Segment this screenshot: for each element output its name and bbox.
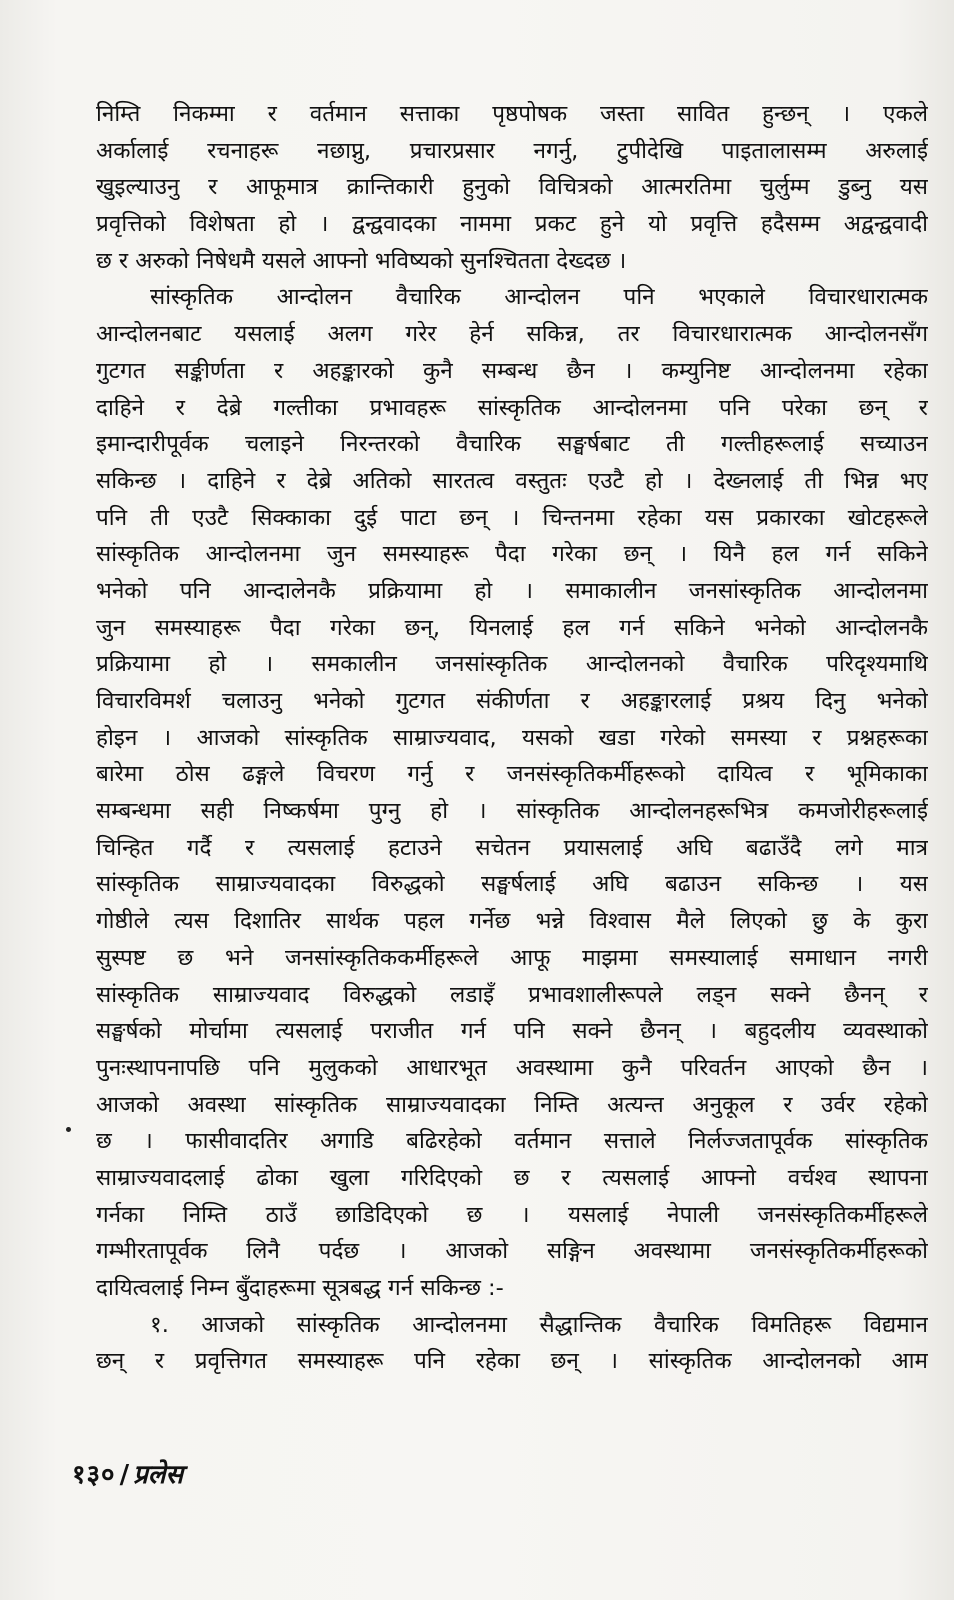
text-line: जुन समस्याहरू पैदा गरेका छन्, यिनलाई हल गर्न सकिने भनेको आन्दोलनकै	[96, 614, 928, 641]
text-line: सङ्घर्षको मोर्चामा त्यसलाई पराजीत गर्न पनि सक्ने छैनन् । बहुदलीय व्यवस्थाको	[96, 1018, 928, 1045]
paragraph-start-line: सांस्कृतिक आन्दोलन वैचारिक आन्दोलन पनि भएकाले विचारधारात्मक	[150, 284, 928, 311]
text-line: छ । फासीवादतिर अगाडि बढिरहेको वर्तमान सत्ताले निर्लज्जतापूर्वक सांस्कृतिक	[96, 1128, 928, 1155]
footer-separator: /	[119, 1460, 130, 1490]
text-line: बारेमा ठोस ढङ्गले विचरण गर्नु र जनसंस्कृतिकर्मीहरूको दायित्व र भूमिकाका	[96, 761, 928, 788]
text-line: सुस्पष्ट छ भने जनसांस्कृतिककर्मीहरूले आफू माझमा समस्यालाई समाधान नगरी	[96, 944, 928, 971]
text-line: आजको अवस्था सांस्कृतिक साम्राज्यवादका निम्ति अत्यन्त अनुकूल र उर्वर रहेको	[96, 1091, 928, 1118]
text-line: दायित्वलाई निम्न बुँदाहरूमा सूत्रबद्ध गर्न सकिन्छ :-	[96, 1275, 504, 1301]
text-line: सम्बन्धमा सही निष्कर्षमा पुग्नु हो । सांस्कृतिक आन्दोलनहरूभित्र कमजोरीहरूलाई	[96, 798, 928, 825]
text-line: पुनःस्थापनापछि पनि मुलुकको आधारभूत अवस्थामा कुनै परिवर्तन आएको छैन ।	[96, 1054, 928, 1081]
text-line: साम्राज्यवादलाई ढोका खुला गरिदिएको छ र त्यसलाई आफ्नो वर्चश्व स्थापना	[96, 1164, 928, 1191]
text-line: गुटगत सङ्कीर्णता र अहङ्कारको कुनै सम्बन्ध छैन । कम्युनिष्ट आन्दोलनमा रहेका	[96, 357, 928, 384]
text-line: प्रवृत्तिको विशेषता हो । द्वन्द्ववादका नाममा प्रकट हुने यो प्रवृत्ति हदैसम्म अद्वन्द्ववादी	[96, 211, 928, 238]
text-line: पनि ती एउटै सिक्काका दुई पाटा छन् । चिन्तनमा रहेका यस प्रकारका खोटहरूले	[96, 504, 928, 531]
text-line: गर्नका निम्ति ठाउँ छाडिदिएको छ । यसलाई नेपाली जनसंस्कृतिकर्मीहरूले	[96, 1201, 928, 1228]
text-line: सांस्कृतिक साम्राज्यवाद विरुद्धको लडाइँ प्रभावशालीरूपले लड्न सक्ने छैनन् र	[96, 981, 928, 1008]
text-line: होइन । आजको सांस्कृतिक साम्राज्यवाद, यसको खडा गरेको समस्या र प्रश्नहरूका	[96, 724, 928, 751]
journal-name: प्रलेस	[133, 1460, 184, 1490]
numbered-item-line: १. आजको सांस्कृतिक आन्दोलनमा सैद्धान्तिक वैचारिक विमतिहरू विद्यमान	[150, 1311, 928, 1338]
text-line: विचारविमर्श चलाउनु भनेको गुटगत संकीर्णता र अहङ्कारलाई प्रश्रय दिनु भनेको	[96, 688, 928, 714]
text-line: निम्ति निकम्मा र वर्तमान सत्ताका पृष्ठपोषक जस्ता सावित हुन्छन् । एकले	[96, 101, 928, 127]
text-line: अर्कालाई रचनाहरू नछाप्नु, प्रचारप्रसार नगर्नु, टुपीदेखि पाइतालासम्म अरुलाई	[96, 137, 928, 164]
text-line: सकिन्छ । दाहिने र देब्रे अतिको सारतत्व वस्तुतः एउटै हो । देख्नलाई ती भिन्न भए	[96, 467, 928, 494]
page-number: १३०	[72, 1460, 116, 1490]
text-line: भनेको पनि आन्दालेनकै प्रक्रियामा हो । समाकालीन जनसांस्कृतिक आन्दोलनमा	[96, 577, 928, 604]
page-footer	[72, 1455, 183, 1491]
text-line: गोष्ठीले त्यस दिशातिर सार्थक पहल गर्नेछ भन्ने विश्वास मैले लिएको छु के कुरा	[96, 908, 928, 935]
text-line: गम्भीरतापूर्वक लिनै पर्दछ । आजको सङ्गिन अवस्थामा जनसंस्कृतिकर्मीहरूको	[96, 1238, 928, 1265]
text-line: सांस्कृतिक आन्दोलनमा जुन समस्याहरू पैदा गरेका छन् । यिनै हल गर्न सकिने	[96, 541, 928, 568]
text-line: दाहिने र देब्रे गल्तीका प्रभावहरू सांस्कृतिक आन्दोलनमा पनि परेका छन् र	[96, 394, 928, 421]
text-line: प्रक्रियामा हो । समकालीन जनसांस्कृतिक आन्दोलनको वैचारिक परिदृश्यमाथि	[96, 651, 928, 678]
text-line: सांस्कृतिक साम्राज्यवादका विरुद्धको सङ्घर्षलाई अघि बढाउन सकिन्छ । यस	[96, 871, 928, 898]
text-line: आन्दोलनबाट यसलाई अलग गरेर हेर्न सकिन्न, तर विचारधारात्मक आन्दोलनसँग	[96, 321, 928, 348]
text-line: छ र अरुको निषेधमै यसले आफ्नो भविष्यको सुनश्चितता देख्दछ ।	[96, 247, 627, 274]
text-line: छन् र प्रवृत्तिगत समस्याहरू पनि रहेका छन् । सांस्कृतिक आन्दोलनको आम	[96, 1348, 928, 1375]
text-line: इमान्दारीपूर्वक चलाइने निरन्तरको वैचारिक सङ्घर्षबाट ती गल्तीहरूलाई सच्याउन	[96, 431, 928, 458]
body-text	[96, 96, 928, 1380]
text-line: चिन्हित गर्दै र त्यसलाई हटाउने सचेतन प्रयासलाई अघि बढाउँदै लगे मात्र	[96, 834, 928, 861]
margin-mark	[66, 1127, 71, 1132]
text-line: खुइल्याउनु र आफूमात्र क्रान्तिकारी हुनुको विचित्रको आत्मरतिमा चुर्लुम्म डुब्नु यस	[96, 174, 928, 201]
